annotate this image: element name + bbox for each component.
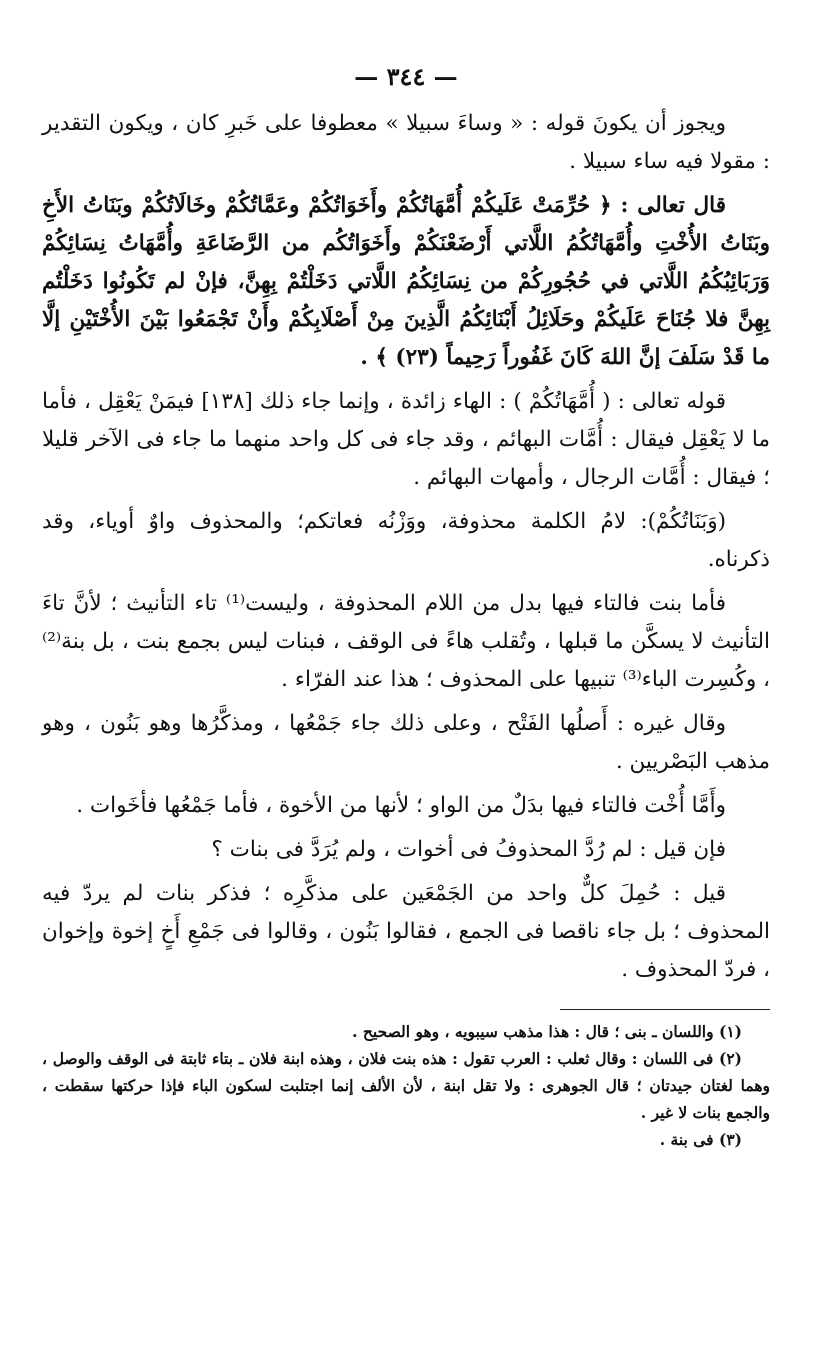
paragraph-3: قوله تعالى : ( أُمَّهَاتُكُمْ ) : الهاء زائدة ، وإنما جاء ذلك [١٣٨] فيمَنْ يَعْقِل ، فأما ما لا يَعْقِل فيقال : أُمَّات البهائم ، وقد جاء فى كل واحد منهما ما جاء فى الآخر قليلا ؛ فيقال : أُمَّات الرجال ، وأمهات البهائم . bbox=[42, 389, 770, 490]
page-number: — ٣٤٤ — bbox=[354, 62, 458, 91]
paragraph-8: فإن قيل : لم رُدَّ المحذوفُ فى أخوات ، ولم يُرَدَّ فى بنات ؟ bbox=[211, 837, 726, 862]
paragraph-5: فأما بنت فالتاء فيها بدل من اللام المحذوفة ، وليست⁽¹⁾ تاء التأنيث ؛ لأنَّ تاءَ التأنيث لا يسكَّن ما قبلها ، وتُقلب هاءً فى الوقف ، فبنات ليس بجمع بنت ، بل بنة⁽²⁾ ، وكُسِرت الباء⁽³⁾ تنبيها على المحذوف ؛ هذا عند الفرّاء . bbox=[42, 591, 770, 692]
paragraph-7: وأَمَّا أُخْت فالتاء فيها بدَلٌ من الواو ؛ لأنها من الأخوة ، فأما جَمْعُها فأخَوات . bbox=[76, 793, 726, 818]
paragraph-9: قيل : حُمِلَ كلٌّ واحد من الجَمْعَين على مذكَّرِه ؛ فذكر بنات لم يردّ فيه المحذوف ؛ بل جاء ناقصا فى الجمع ، فقالوا بَنُون ، وقالوا فى جَمْعِ أَخٍ إخوة وإخوان ، فردّ المحذوف . bbox=[42, 881, 770, 982]
footnote-3: (٣) فى بنة . bbox=[659, 1130, 742, 1149]
footnote-1: (١) واللسان ـ بنى ؛ قال : هذا مذهب سيبويه ، وهو الصحيح . bbox=[352, 1022, 742, 1041]
quran-verse-paragraph: قال تعالى : ﴿ حُرِّمَتْ عَلَيكُمْ أُمَّهَاتُكُمْ وأَخَوَاتُكُمْ وعَمَّاتُكُمْ وخَالَاتُكُمْ وبَنَاتُ الأَخِ وبَنَاتُ الأُخْتِ وأُمَّهَاتُكُمُ اللَّاتي أَرْضَعْنَكُمْ وأَخَوَاتُكُم من الرَّضَاعَةِ وأُمَّهَاتُ نِسَائِكُمْ وَرَبَائِبُكُمُ اللَّاتي في حُجُورِكُمْ من نِسَائِكُمُ اللَّاتي دَخَلْتُمْ بِهِنَّ، فإنْ لم تَكُونُوا دَخَلْتُم بِهِنَّ فلا جُنَاحَ عَلَيكُمْ وحَلَائِلُ أَبْنَائِكُمُ الَّذِينَ مِنْ أَصْلَابِكُمْ وأَنْ تَجْمَعُوا بَيْنَ الأُخْتَيْنِ إلَّا ما قَدْ سَلَفَ إنَّ اللهَ كَانَ غَفُوراً رَحِيماً (٢٣) ﴾ . bbox=[42, 193, 770, 370]
paragraph-6: وقال غيره : أَصلُها الفَتْح ، وعلى ذلك جاء جَمْعُها ، ومذكَّرُها وهو بَنُون ، وهو مذهب البَصْريين . bbox=[42, 711, 770, 774]
footnote-separator bbox=[560, 1009, 770, 1010]
paragraph-1: ويجوز أن يكونَ قوله : « وساءَ سبيلا » معطوفا على خَبرِ كان ، ويكون التقدير : مقولا فيه ساء سبيلا . bbox=[42, 111, 770, 174]
paragraph-4: (وَبَنَاتُكُمْ): لامُ الكلمة محذوفة، ووَزْنُه فعاتكم؛ والمحذوف واوٌ أوياء، وقد ذكرناه. bbox=[42, 509, 770, 572]
footnote-2: (٢) فى اللسان : وقال ثعلب : العرب تقول : هذه بنت فلان ، وهذه ابنة فلان ـ بتاء ثابتة فى الوقف والوصل ، وهما لغتان جيدتان ؛ قال الجوهرى : ولا تقل ابنة ، لأن الألف إنما اجتلبت لسكون الباء فإذا حركتها سقطت ، والجمع بنات لا غير . bbox=[42, 1049, 770, 1122]
